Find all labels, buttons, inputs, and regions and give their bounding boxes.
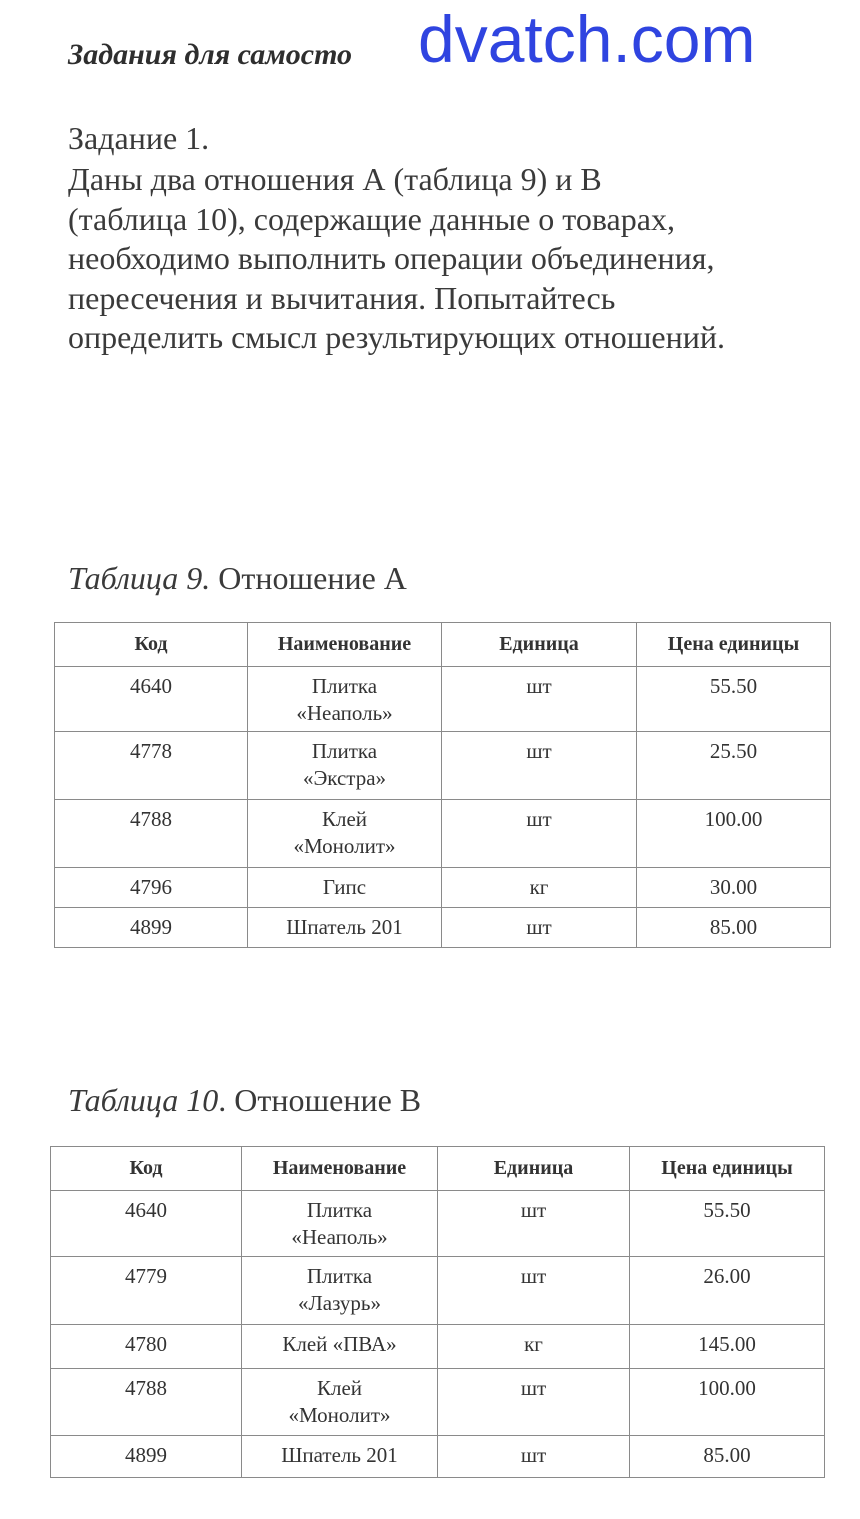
cell-name (242, 1369, 438, 1436)
table-row (51, 1191, 825, 1257)
table-row (55, 732, 831, 800)
cell-code: 4788 (55, 800, 248, 868)
name-line: Плитка (306, 1198, 373, 1222)
cell-code: 4779 (51, 1257, 242, 1325)
cell-price: 26.00 (630, 1257, 825, 1325)
cell-price: 145.00 (630, 1325, 825, 1369)
name-line: Клей (316, 1376, 363, 1400)
cell-unit: шт (442, 667, 637, 732)
table9-caption-label: Таблица 9. (68, 560, 211, 596)
table10-caption-title: . Отношение В (218, 1082, 422, 1118)
cell-price: 25.50 (637, 732, 831, 800)
table-row (51, 1257, 825, 1325)
watermark-logo: dvatch.com (418, 2, 756, 76)
cell-name (248, 667, 442, 732)
header-price: Цена единицы (630, 1147, 825, 1191)
header-unit: Единица (442, 623, 637, 667)
cell-name: Гипс (248, 868, 442, 908)
table-row (51, 1436, 825, 1478)
cell-unit: шт (442, 908, 637, 948)
cell-code: 4899 (51, 1436, 242, 1478)
cell-name: Шпатель 201 (242, 1436, 438, 1478)
cell-unit: шт (438, 1436, 630, 1478)
cell-code: 4640 (55, 667, 248, 732)
name-line: Плитка (306, 1264, 373, 1288)
cell-name: Клей «ПВА» (242, 1325, 438, 1369)
cell-price: 85.00 (630, 1436, 825, 1478)
name-line: Плитка (311, 674, 378, 698)
table-row (55, 868, 831, 908)
table-row (55, 908, 831, 948)
name-line: Клей (321, 807, 368, 831)
cell-unit: шт (438, 1369, 630, 1436)
header-name: Наименование (248, 623, 442, 667)
name-line: «Неаполь» (296, 701, 393, 725)
table-header-row (51, 1147, 825, 1191)
name-line: «Неаполь» (291, 1225, 388, 1249)
task-text-line: (таблица 10), содержащие данные о товарах, (68, 200, 675, 237)
header-code: Код (51, 1147, 242, 1191)
table-row (51, 1325, 825, 1369)
header-price: Цена единицы (637, 623, 831, 667)
section-heading: Задания для самосто (68, 38, 353, 71)
task-text-line: необходимо выполнить операции объединения, (68, 240, 715, 276)
header-name: Наименование (242, 1147, 438, 1191)
cell-unit: шт (438, 1191, 630, 1257)
cell-unit: кг (438, 1325, 630, 1369)
name-line: «Монолит» (293, 834, 396, 858)
table-row (51, 1369, 825, 1436)
cell-unit: шт (442, 800, 637, 868)
name-line: «Лазурь» (298, 1291, 381, 1315)
name-line: «Экстра» (302, 766, 387, 790)
cell-code: 4640 (51, 1191, 242, 1257)
name-line: Плитка (311, 739, 378, 763)
cell-price: 100.00 (637, 800, 831, 868)
table-row (55, 800, 831, 868)
task-text-line: определить смысл результирующих отношений. (68, 319, 725, 355)
cell-code: 4780 (51, 1325, 242, 1369)
cell-name: Шпатель 201 (248, 908, 442, 948)
table-row (55, 667, 831, 732)
table-header-row (55, 623, 831, 667)
table9-caption (68, 560, 407, 597)
cell-price: 55.50 (637, 667, 831, 732)
table10-caption (68, 1082, 421, 1119)
cell-price: 55.50 (630, 1191, 825, 1257)
table9-caption-title: Отношение А (218, 560, 407, 596)
cell-price: 30.00 (637, 868, 831, 908)
table10 (50, 1146, 825, 1478)
task-text-line: пересечения и вычитания. Попытайтесь (68, 279, 616, 316)
task-title: Задание 1. (68, 120, 210, 156)
cell-name (248, 800, 442, 868)
cell-price: 100.00 (630, 1369, 825, 1436)
header-unit: Единица (438, 1147, 630, 1191)
task-text-line: Даны два отношения А (таблица 9) и В (68, 161, 602, 197)
table10-caption-label: Таблица 10 (68, 1082, 219, 1118)
cell-price: 85.00 (637, 908, 831, 948)
cell-unit: шт (442, 732, 637, 800)
name-line: «Монолит» (288, 1403, 391, 1427)
task-text (68, 160, 848, 358)
cell-unit: кг (442, 868, 637, 908)
header-code: Код (55, 623, 248, 667)
cell-name (242, 1257, 438, 1325)
table9 (54, 622, 831, 948)
cell-code: 4796 (55, 868, 248, 908)
cell-name (248, 732, 442, 800)
cell-unit: шт (438, 1257, 630, 1325)
cell-code: 4778 (55, 732, 248, 800)
cell-name (242, 1191, 438, 1257)
cell-code: 4788 (51, 1369, 242, 1436)
cell-code: 4899 (55, 908, 248, 948)
